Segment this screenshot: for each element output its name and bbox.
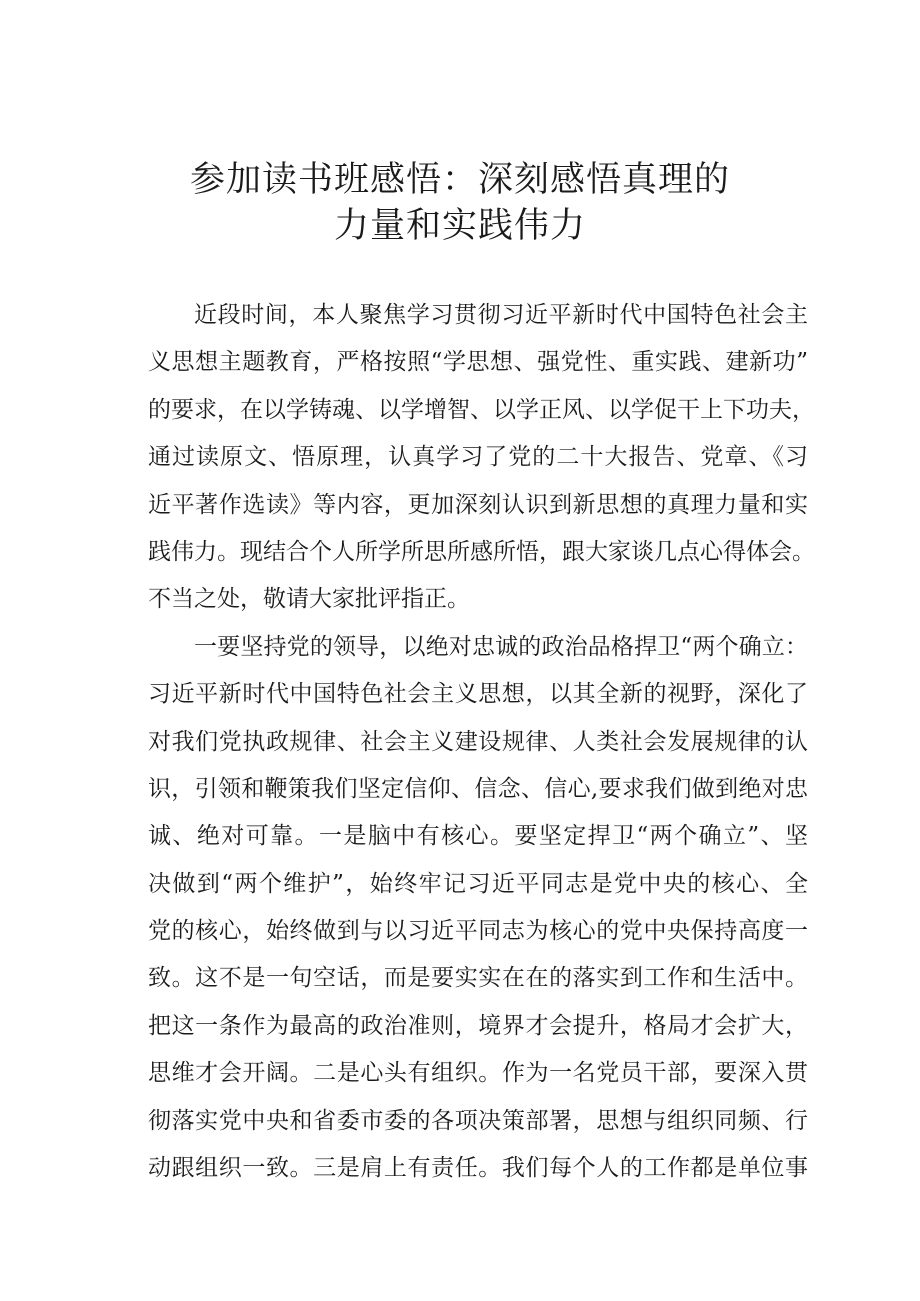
document-body — [148, 292, 815, 1192]
paragraph-1-line: 义思想主题教育，严格按照“学思想、强党性、重实践、建新功” — [148, 349, 808, 376]
paragraph-1-line: 通过读原文、悟原理，认真学习了党的二十大报告、党章、《习 — [148, 444, 808, 471]
paragraph-2-line: 党的核心，始终做到与以习近平同志为核心的党中央保持高度一 — [148, 918, 808, 945]
paragraph-2-line: 一要坚持党的领导，以绝对忠诚的政治品格捍卫“两个确立： — [194, 633, 808, 660]
paragraph-2-line: 彻落实党中央和省委市委的各项决策部署，思想与组织同频、行 — [148, 1107, 808, 1134]
paragraph-1-line: 近平著作选读》等内容，更加深刻认识到新思想的真理力量和实 — [148, 491, 808, 518]
paragraph-1-line: 不当之处，敬请大家批评指正。 — [148, 586, 470, 613]
paragraph-2-line: 习近平新时代中国特色社会主义思想，以其全新的视野，深化了 — [148, 681, 808, 708]
paragraph-2-line: 把这一条作为最高的政治准则，境界才会提升，格局才会扩大， — [148, 1012, 808, 1039]
paragraph-1-line: 践伟力。现结合个人所学所思所感所悟，跟大家谈几点心得体会。 — [148, 538, 815, 565]
document-title-line-1: 参加读书班感悟：深刻感悟真理的 — [189, 160, 730, 200]
document-title-line-2: 力量和实践伟力 — [333, 206, 586, 246]
paragraph-2-line: 决做到“两个维护”，始终牢记习近平同志是党中央的核心、全 — [148, 870, 808, 897]
paragraph-2-line: 诚、绝对可靠。一是脑中有核心。要坚定捍卫“两个确立”、坚 — [148, 823, 808, 850]
paragraph-1-line: 近段时间，本人聚焦学习贯彻习近平新时代中国特色社会主 — [194, 302, 808, 328]
paragraph-2-line: 致。这不是一句空话，而是要实实在在的落实到工作和生活中。 — [148, 965, 808, 992]
paragraph-2-line: 识，引领和鞭策我们坚定信仰、信念、信心,要求我们做到绝对忠 — [148, 775, 808, 802]
paragraph-2-line: 动跟组织一致。三是肩上有责任。我们每个人的工作都是单位事 — [148, 1155, 808, 1182]
paragraph-1-line: 的要求，在以学铸魂、以学增智、以学正风、以学促干上下功夫， — [148, 396, 815, 423]
paragraph-2-line: 思维才会开阔。二是心头有组织。作为一名党员干部，要深入贯 — [148, 1060, 808, 1087]
paragraph-2-line: 对我们党执政规律、社会主义建设规律、人类社会发展规律的认 — [148, 728, 808, 755]
